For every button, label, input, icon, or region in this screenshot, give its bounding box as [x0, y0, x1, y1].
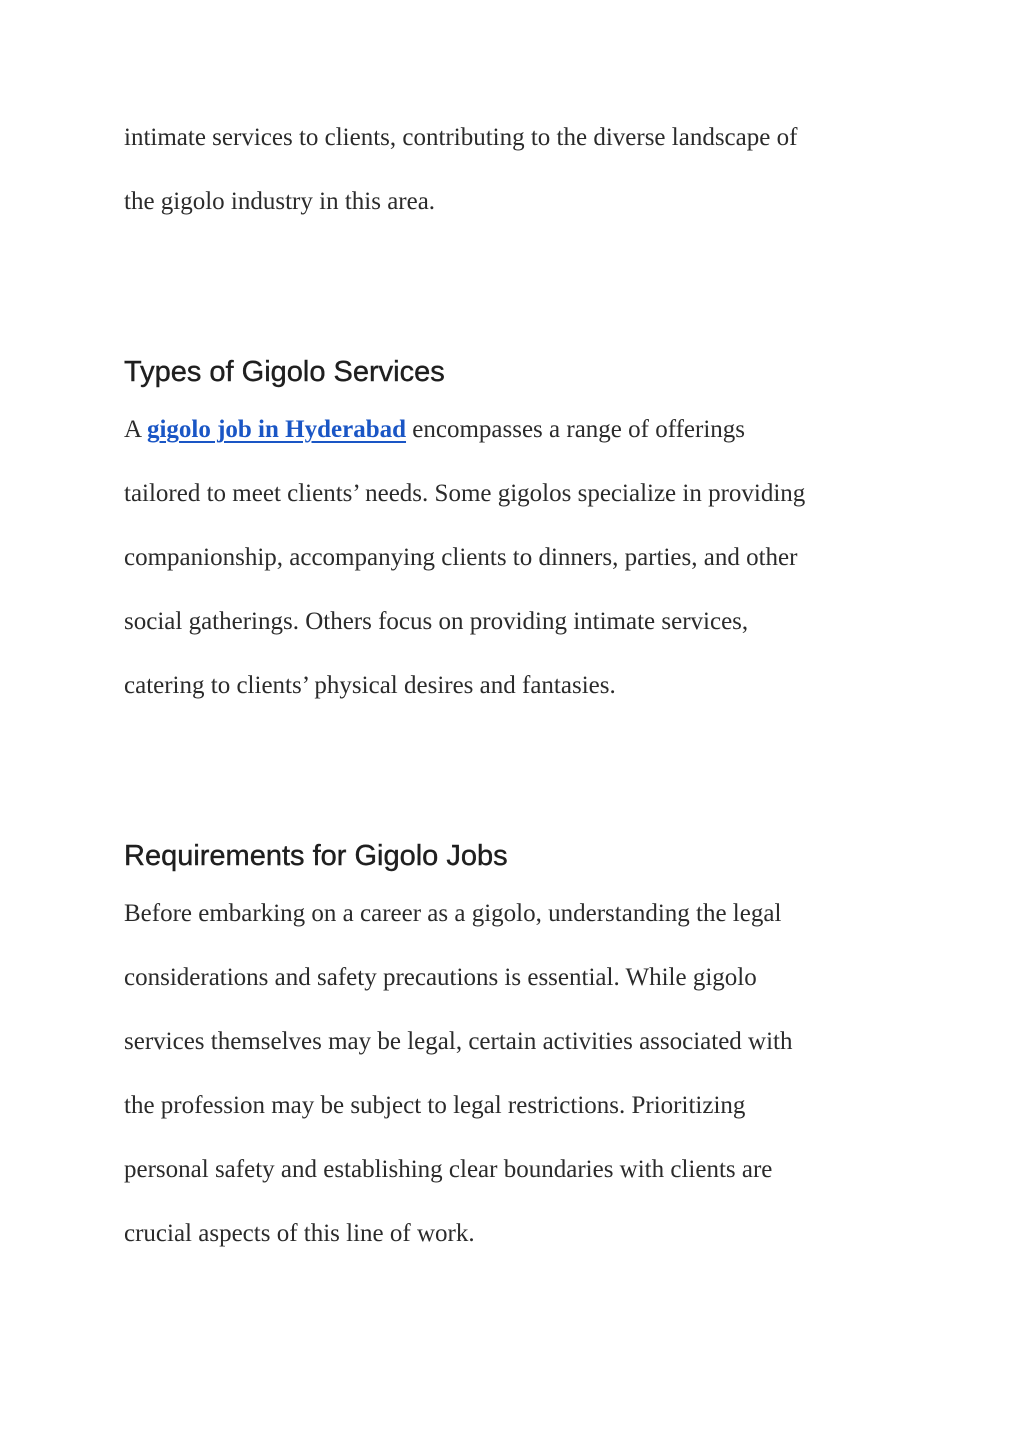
intro-paragraph: [124, 106, 914, 234]
types-line-5: catering to clients’ physical desires and fantasies.: [124, 672, 616, 699]
intro-line-1: intimate services to clients, contributing to the diverse landscape of: [124, 124, 798, 151]
requirements-line-3: services themselves may be legal, certain activities associated with: [124, 1028, 793, 1055]
intro-line-2: the gigolo industry in this area.: [124, 188, 436, 215]
section-heading-types: Types of Gigolo Services: [124, 356, 445, 388]
types-line-3: companionship, accompanying clients to dinners, parties, and other: [124, 544, 798, 571]
requirements-line-6: crucial aspects of this line of work.: [124, 1220, 475, 1247]
requirements-line-5: personal safety and establishing clear boundaries with clients are: [124, 1156, 773, 1183]
types-line-1-suffix: encompasses a range of offerings: [406, 416, 746, 443]
types-line-4: social gatherings. Others focus on providing intimate services,: [124, 608, 749, 635]
section-heading-requirements: Requirements for Gigolo Jobs: [124, 840, 508, 872]
requirements-paragraph: [124, 882, 914, 1266]
requirements-line-1: Before embarking on a career as a gigolo, understanding the legal: [124, 900, 782, 927]
types-paragraph: [124, 398, 914, 718]
document-body: [124, 106, 914, 1266]
types-line-2: tailored to meet clients’ needs. Some gigolos specialize in providing: [124, 480, 806, 507]
requirements-line-4: the profession may be subject to legal restrictions. Prioritizing: [124, 1092, 746, 1119]
types-line-1-prefix: A: [124, 416, 147, 443]
gigolo-job-hyderabad-link[interactable]: gigolo job in Hyderabad: [146, 416, 407, 443]
types-line-1: [124, 398, 914, 462]
requirements-line-2: considerations and safety precautions is essential. While gigolo: [124, 964, 757, 991]
